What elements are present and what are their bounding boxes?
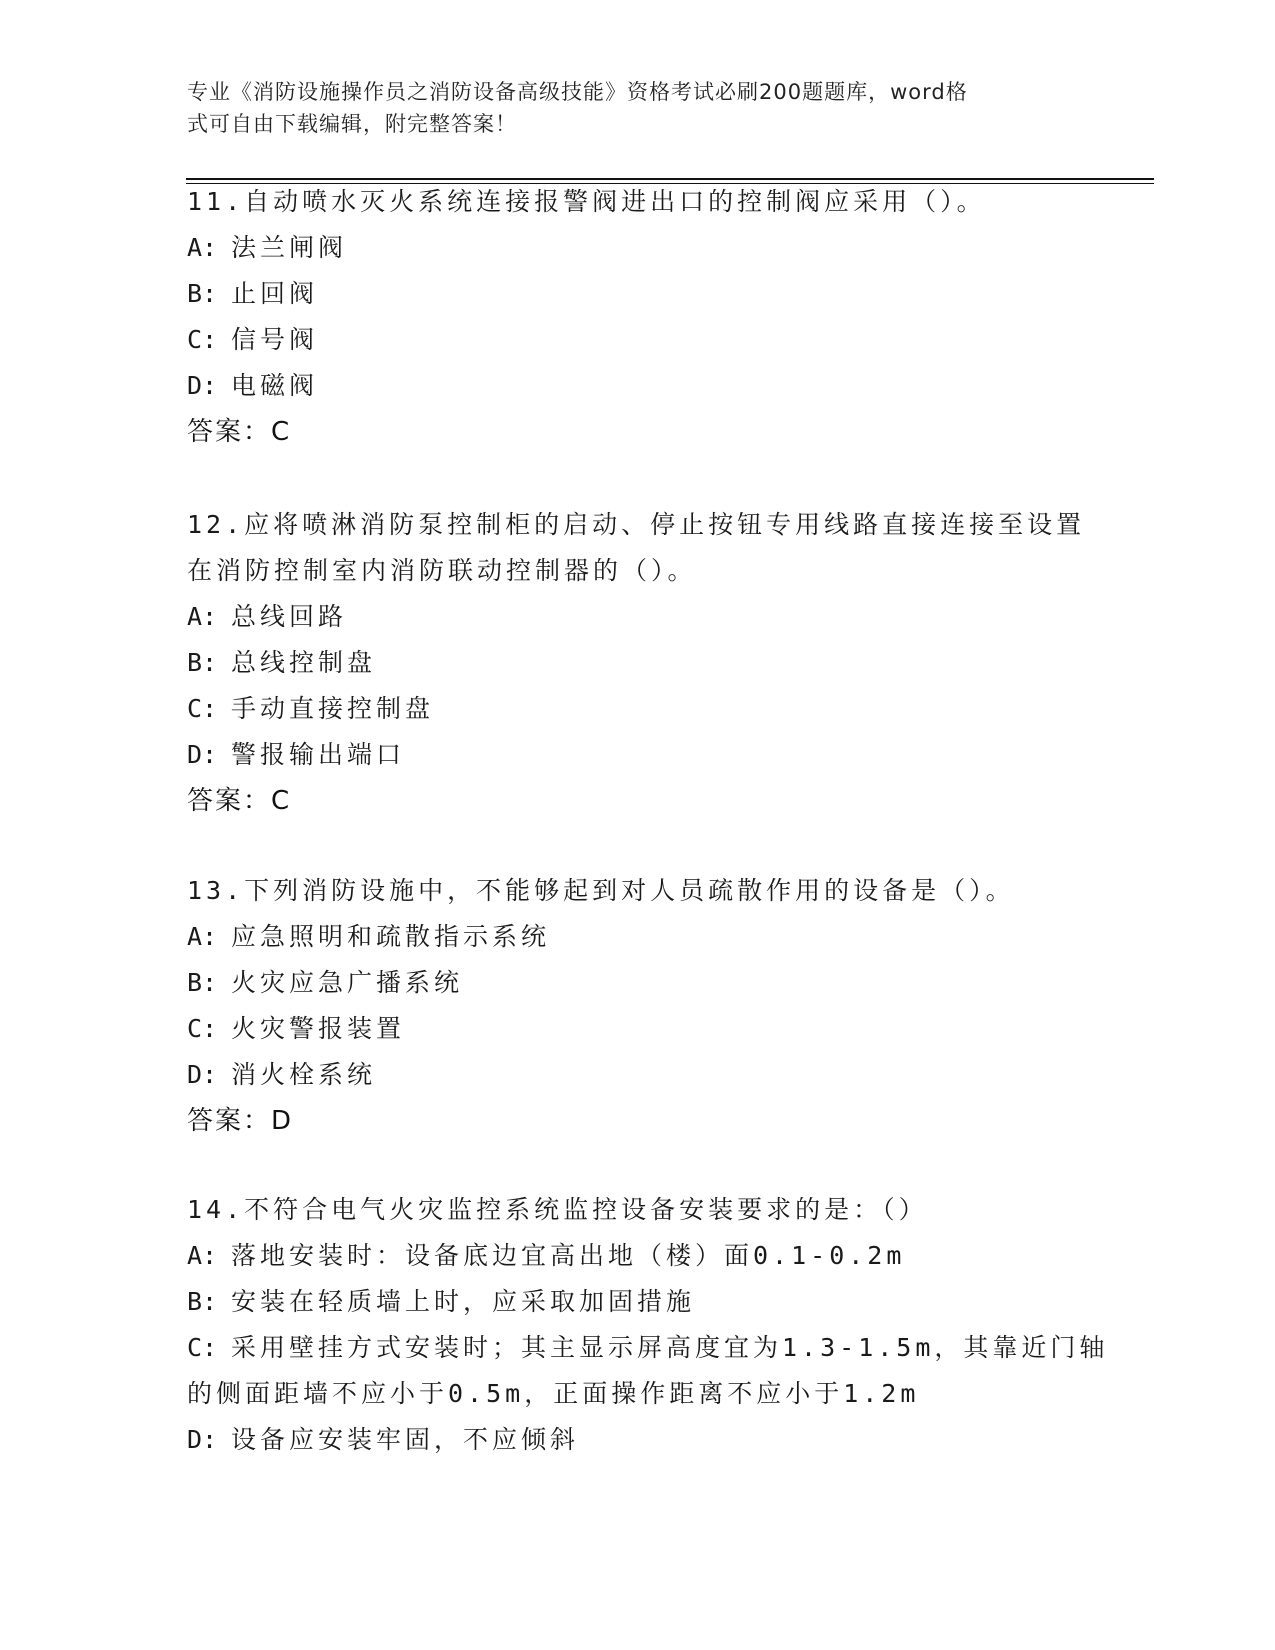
question-stem: 11.自动喷水灭火系统连接报警阀进出口的控制阀应采用（）。 [187,187,986,216]
option-b [187,1279,1087,1325]
option-letter: B: [187,968,218,997]
option-letter: C: [187,694,218,723]
question-stem: 13.下列消防设施中，不能够起到对人员疏散作用的设备是（）。 [187,876,1015,905]
answer-line: 答案：C [187,417,292,447]
option-text: 的侧面距墙不应小于0.5m，正面操作距离不应小于1.2m [187,1379,920,1408]
option-text: 手动直接控制盘 [231,694,435,723]
option-letter: D: [187,371,218,400]
option-text: 采用壁挂方式安装时；其主显示屏高度宜为1.3-1.5m，其靠近门轴 [231,1333,1109,1362]
option-a [187,1233,1087,1279]
question-stem: 14.不符合电气火灾监控系统监控设备安装要求的是：（） [187,1195,928,1224]
option-c [187,1006,1087,1052]
question-stem-continued: 在消防控制室内消防联动控制器的（）。 [187,556,697,585]
option-letter: B: [187,1287,218,1316]
option-letter: C: [187,1333,218,1362]
option-letter: D: [187,740,218,769]
option-b [187,960,1087,1006]
option-letter: A: [187,1241,218,1270]
option-c [187,1325,1109,1371]
option-text: 电磁阀 [231,371,319,400]
option-text: 火灾警报装置 [231,1014,406,1043]
option-a [187,594,1087,640]
option-c [187,317,1087,363]
option-letter: C: [187,325,218,354]
option-text: 设备应安装牢固，不应倾斜 [231,1425,580,1454]
option-d [187,363,1087,409]
option-letter: B: [187,648,218,677]
document-header [187,76,1067,140]
option-letter: C: [187,1014,218,1043]
option-text: 警报输出端口 [231,740,406,769]
option-d [187,1052,1087,1098]
option-c [187,686,1087,732]
option-text: 应急照明和疏散指示系统 [231,922,551,951]
option-c-continued [187,1371,1087,1417]
option-letter: D: [187,1060,218,1089]
option-text: 止回阀 [231,279,319,308]
option-letter: A: [187,233,218,262]
option-text: 安装在轻质墙上时，应采取加固措施 [231,1287,696,1316]
option-letter: A: [187,922,218,951]
option-a [187,914,1087,960]
option-text: 总线控制盘 [231,648,377,677]
answer-line: 答案：D [187,1106,294,1136]
question-stem: 12.应将喷淋消防泵控制柜的启动、停止按钮专用线路直接连接至设置 [187,510,1086,539]
option-text: 信号阀 [231,325,319,354]
option-text: 法兰闸阀 [231,233,348,262]
option-d [187,1417,1087,1463]
header-line-2: 式可自由下载编辑，附完整答案！ [187,112,517,136]
option-d [187,732,1087,778]
option-text: 消火栓系统 [231,1060,377,1089]
option-text: 落地安装时：设备底边宜高出地（楼）面0.1-0.2m [231,1241,906,1270]
question-13 [187,868,1087,1144]
question-11 [187,179,1087,455]
answer-line: 答案：C [187,786,292,816]
question-12 [187,502,1087,824]
option-letter: B: [187,279,218,308]
option-text: 火灾应急广播系统 [231,968,464,997]
option-b [187,271,1087,317]
option-a [187,225,1087,271]
option-b [187,640,1087,686]
option-text: 总线回路 [231,602,348,631]
option-letter: D: [187,1425,218,1454]
option-letter: A: [187,602,218,631]
header-line-1: 专业《消防设施操作员之消防设备高级技能》资格考试必刷200题题库，word格 [187,80,968,104]
question-14 [187,1187,1109,1463]
